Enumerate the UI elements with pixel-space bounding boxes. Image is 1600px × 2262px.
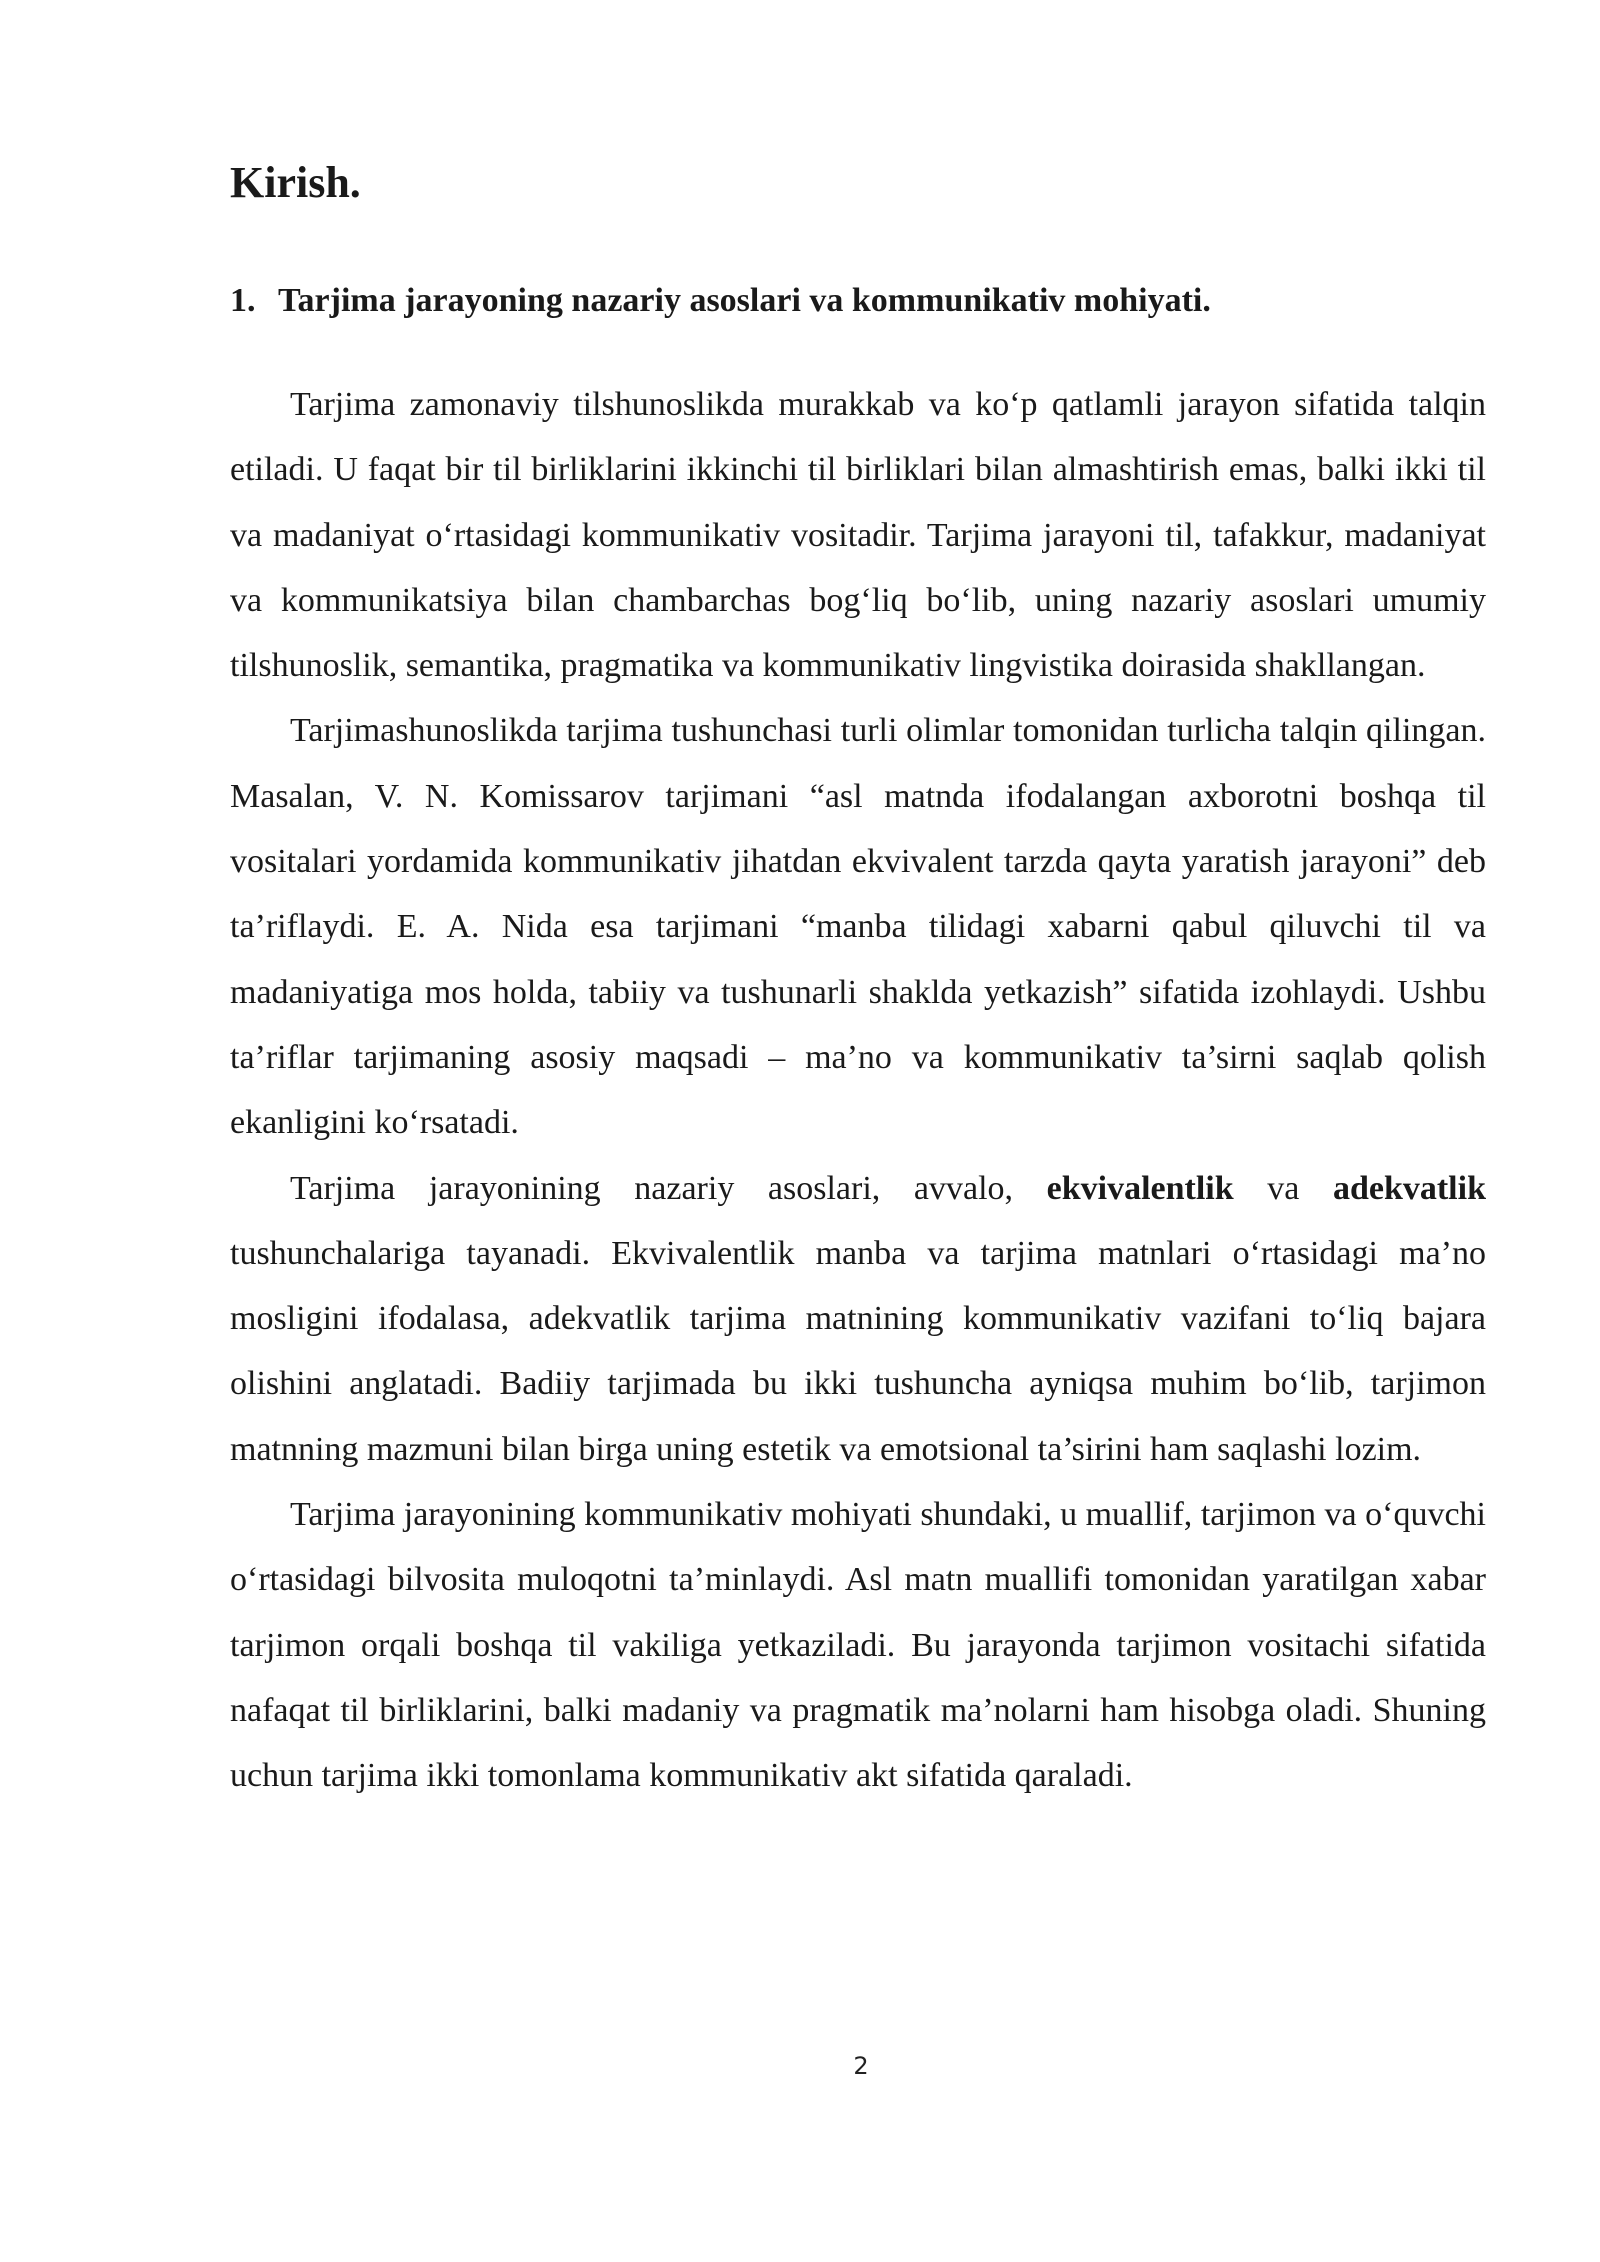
paragraph-3 (230, 1156, 1486, 1482)
paragraph-3-conjunction: va (1233, 1169, 1333, 1207)
page-number: 2 (853, 2052, 869, 2080)
section-heading-text: Tarjima jarayoning nazariy asoslari va kommunikativ mohiyati. (278, 282, 1211, 319)
section-number: 1. (230, 282, 256, 319)
term-ekvivalentlik: ekvivalentlik (1046, 1169, 1234, 1207)
paragraph-1: Tarjima zamonaviy tilshunoslikda murakkab va ko‘p qatlamli jarayon sifatida talqin etiladi. U faqat bir til birliklarini ikkinchi til birliklari bilan almashtirish emas, balki ikki til va madaniyat o‘rtasidagi kommunikativ vositadir. Tarjima jarayoni til, tafakkur, madaniyat va kommunikatsiya bilan chambarchas bog‘liq bo‘lib, uning nazariy asoslari umumiy tilshunoslik, semantika, pragmatika va kommunikativ lingvistika doirasida shakllangan. (230, 386, 1486, 685)
paragraph-3-text-start: Tarjima jarayonining nazariy asoslari, avvalo, (290, 1169, 1047, 1207)
section-heading (230, 276, 1486, 326)
document-title: Kirish. (230, 158, 361, 207)
document-page (230, 150, 1486, 1809)
paragraph-2: Tarjimashunoslikda tarjima tushunchasi turli olimlar tomonidan turlicha talqin qilingan. Masalan, V. N. Komissarov tarjimani “asl matnda ifodalangan axborotni boshqa til vositalari yordamida kommunikativ jihatdan ekvivalent tarzda qayta yaratish jarayoni” deb ta’riflaydi. E. A. Nida esa tarjimani “manba tilidagi xabarni qabul qiluvchi til va madaniyatiga mos holda, tabiiy va tushunarli shaklda yetkazish” sifatida izohlaydi. Ushbu ta’riflar tarjimaning asosiy maqsadi – ma’no va kommunikativ ta’sirni saqlab qolish ekanligini ko‘rsatadi. (230, 712, 1486, 1142)
term-adekvatlik: adekvatlik (1332, 1169, 1486, 1207)
body-text (230, 372, 1486, 1809)
paragraph-3-text-end: tushunchalariga tayanadi. Ekvivalentlik manba va tarjima matnlari o‘rtasidagi ma’no mosligini ifodalasa, adekvatlik tarjima matnining kommunikativ vazifani to‘liq bajara olishini anglatadi. Badiiy tarjimada bu ikki tushuncha ayniqsa muhim bo‘lib, tarjimon matnning mazmuni bilan birga uning estetik va emotsional ta’sirini ham saqlashi lozim. (230, 1234, 1486, 1468)
paragraph-4: Tarjima jarayonining kommunikativ mohiyati shundaki, u muallif, tarjimon va o‘quvchi o‘rtasidagi bilvosita muloqotni ta’minlaydi. Asl matn muallifi tomonidan yaratilgan xabar tarjimon orqali boshqa til vakiliga yetkaziladi. Bu jarayonda tarjimon vositachi sifatida nafaqat til birliklarini, balki madaniy va pragmatik ma’nolarni ham hisobga oladi. Shuning uchun tarjima ikki tomonlama kommunikativ akt sifatida qaraladi. (230, 1496, 1486, 1795)
